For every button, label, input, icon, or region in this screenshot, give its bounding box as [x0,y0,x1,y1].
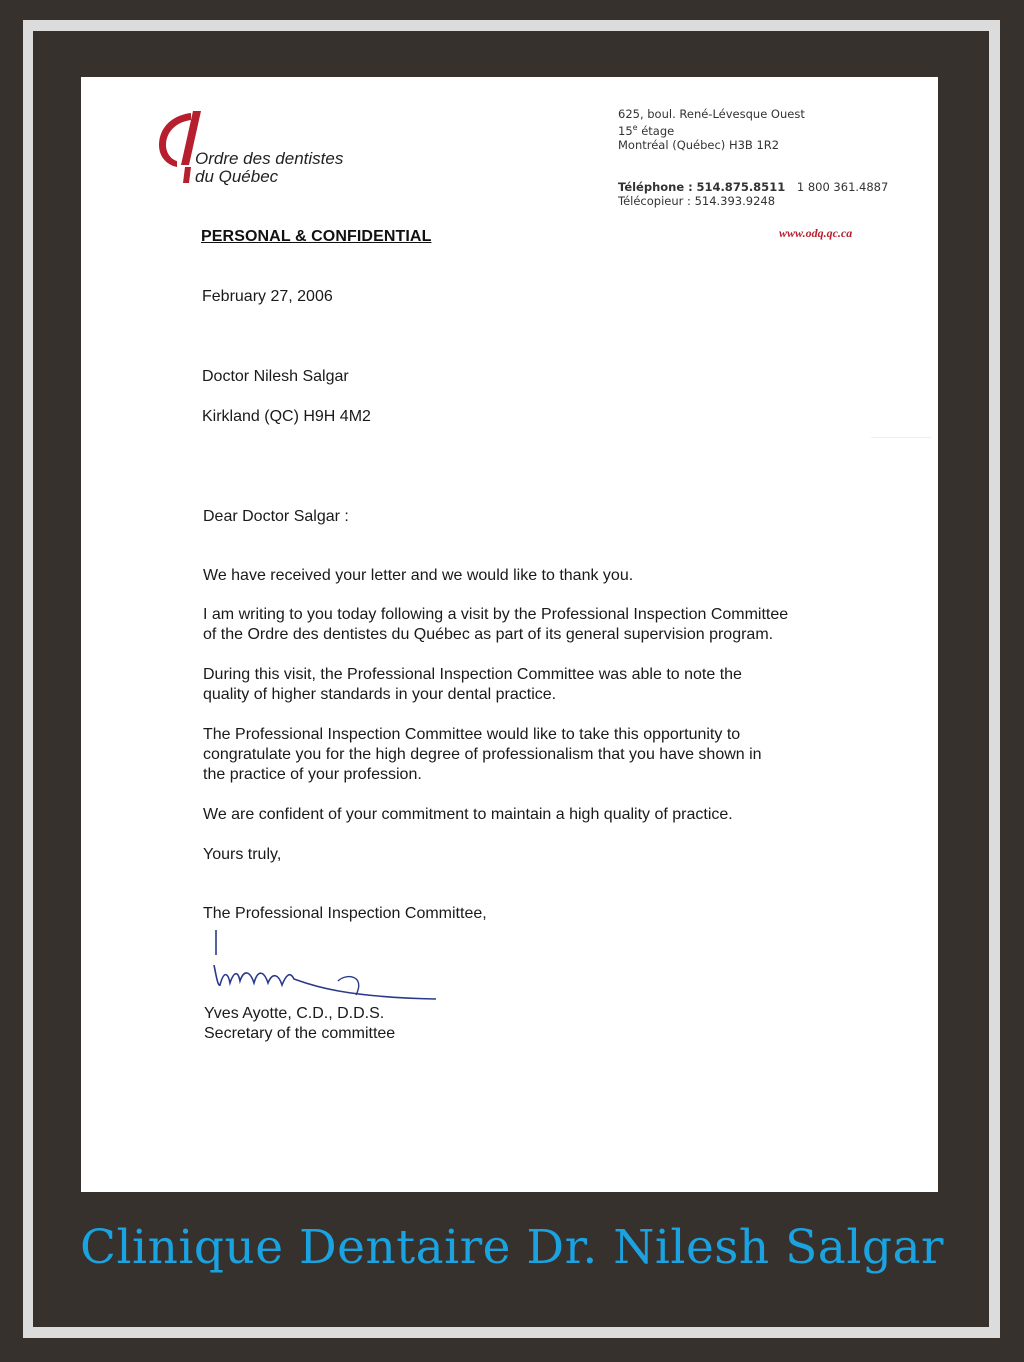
paragraph-line: I am writing to you today following a visit by the Professional Inspection Committee [203,606,789,623]
paragraph-2 [203,605,788,645]
address-floor-word: étage [641,123,675,138]
phone-alt: 1 800 361.4887 [796,180,889,194]
paragraph-line: We are confident of your commitment to maintain a high quality of practice. [203,806,733,823]
phone-label: Téléphone : [618,180,693,194]
paper-divider [871,437,931,438]
handwritten-signature [206,925,446,1010]
address-line3: Montréal (Québec) H3B 1R2 [618,137,780,152]
paragraph-3 [203,665,742,705]
phone-line [618,180,888,194]
paragraph-line: The Professional Inspection Committee would like to take this opportunity to [203,726,741,743]
letter-page [81,77,938,1192]
salutation: Dear Doctor Salgar : [203,508,349,525]
address-floor-number: 15 [618,123,633,138]
signatory-group: The Professional Inspection Committee, [203,905,487,922]
clinic-caption: Clinique Dentaire Dr. Nilesh Salgar [80,1220,944,1275]
recipient-name: Doctor Nilesh Salgar [202,368,349,385]
paragraph-line: the practice of your profession. [203,766,422,783]
confidential-heading: PERSONAL & CONFIDENTIAL [201,228,432,245]
fax-line [618,194,888,208]
website-link[interactable]: www.odq.qc.ca [779,226,853,240]
closing: Yours truly, [203,846,282,863]
paragraph-5 [203,805,733,825]
phone-value: 514.875.8511 [696,180,786,194]
paragraph-line: During this visit, the Professional Inspection Committee was able to note the [203,666,742,683]
letterhead-address [618,107,805,152]
address-line1: 625, boul. René-Lévesque Ouest [618,107,805,121]
recipient-city: Kirkland (QC) H9H 4M2 [202,408,371,425]
organization-name-line2: du Québec [195,167,279,186]
signer-title: Secretary of the committee [204,1025,396,1042]
paragraph-line: quality of higher standards in your dental practice. [203,686,557,703]
signer-name: Yves Ayotte, C.D., D.D.S. [204,1005,385,1022]
letter-date: February 27, 2006 [202,288,333,305]
paragraph-line: We have received your letter and we would like to thank you. [203,567,634,584]
fax-label: Télécopieur : [618,194,691,208]
paragraph-line: congratulate you for the high degree of professionalism that you have shown in [203,746,762,763]
letterhead-contact [618,180,888,208]
address-line2 [618,121,805,138]
organization-name [195,150,343,186]
organization-name-line1: Ordre des dentistes [195,149,344,168]
fax-value: 514.393.9248 [694,194,776,208]
paragraph-1 [203,566,633,586]
paragraph-line: of the Ordre des dentistes du Québec as part of its general supervision program. [203,626,774,643]
address-floor-sup: e [632,123,638,132]
paragraph-4 [203,725,762,785]
